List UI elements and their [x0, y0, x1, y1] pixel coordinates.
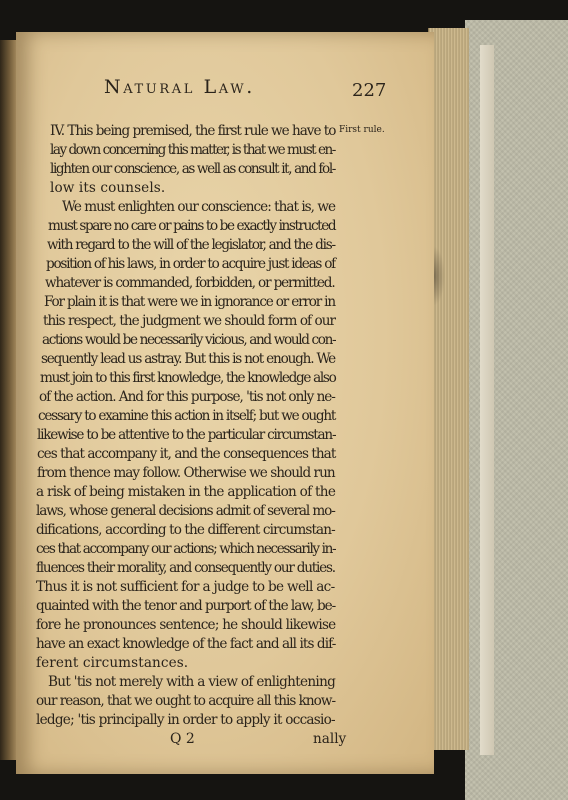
page-number: 227 [352, 80, 387, 101]
marginal-note: First rule. [339, 125, 385, 135]
text-line: fluences their morality, and consequently our duties. [36, 560, 335, 576]
text-line: ces that accompany it, and the consequences that [37, 446, 336, 462]
text-line: sequently lead us astray. But this is not enough. We [41, 351, 336, 367]
text-line: lay down concerning this matter, is that we must en- [50, 142, 335, 158]
text-line: position of his laws, in order to acquire just ideas of [46, 256, 335, 272]
text-line: ces that accompany our actions; which necessarily in- [36, 541, 336, 557]
text-line: low its counsels. [50, 180, 166, 196]
text-line: fore he pronounces sentence; he should likewise [36, 617, 336, 633]
text-line: with regard to the will of the legislator, and the dis- [47, 237, 335, 253]
text-line: Thus it is not sufficient for a judge to be well ac- [36, 579, 335, 595]
text-line: a risk of being mistaken in the application of the [36, 484, 336, 500]
text-line: laws, whose general decisions admit of several mo- [36, 503, 335, 519]
text-line: this respect, the judgment we should form of our [43, 313, 336, 329]
text-line: cessary to examine this action in itself; but we ought [38, 408, 336, 424]
text-line: from thence may follow. Otherwise we should run [37, 465, 335, 481]
text-line: We must enlighten our conscience: that is, we [62, 199, 336, 215]
text-line: ferent circumstances. [36, 655, 189, 671]
running-head-title: Natural Law. [104, 76, 255, 98]
text-line: must spare no care or pains to be exactly instructed [48, 218, 336, 234]
text-line: quainted with the tenor and purport of the law, be- [36, 598, 336, 614]
text-line: For plain it is that were we in ignorance or error in [44, 294, 335, 310]
signature-mark: Q 2 [170, 731, 195, 747]
text-line: difications, according to the different circumstan- [36, 522, 335, 538]
text-line: ledge; 'tis principally in order to apply it occasio- [36, 712, 335, 728]
text-line: must join to this first knowledge, the knowledge also [40, 370, 336, 386]
text-line: But 'tis not merely with a view of enlightening [48, 674, 336, 690]
text-line: whatever is commanded, forbidden, or permitted. [45, 275, 335, 291]
text-line: our reason, that we ought to acquire all this know- [36, 693, 336, 709]
text-line: lighten our conscience, as well as consult it, and fol- [50, 161, 335, 177]
text-line: likewise to be attentive to the particular circumstan- [37, 427, 336, 443]
text-line: actions would be necessarily vicious, and would con- [42, 332, 336, 348]
text-line: IV. This being premised, the first rule we have to [50, 123, 336, 139]
text-line: of the action. And for this purpose, 'tis not only ne- [39, 389, 335, 405]
catchword: nally [313, 731, 347, 747]
text-line: have an exact knowledge of the fact and all its dif- [36, 636, 336, 652]
